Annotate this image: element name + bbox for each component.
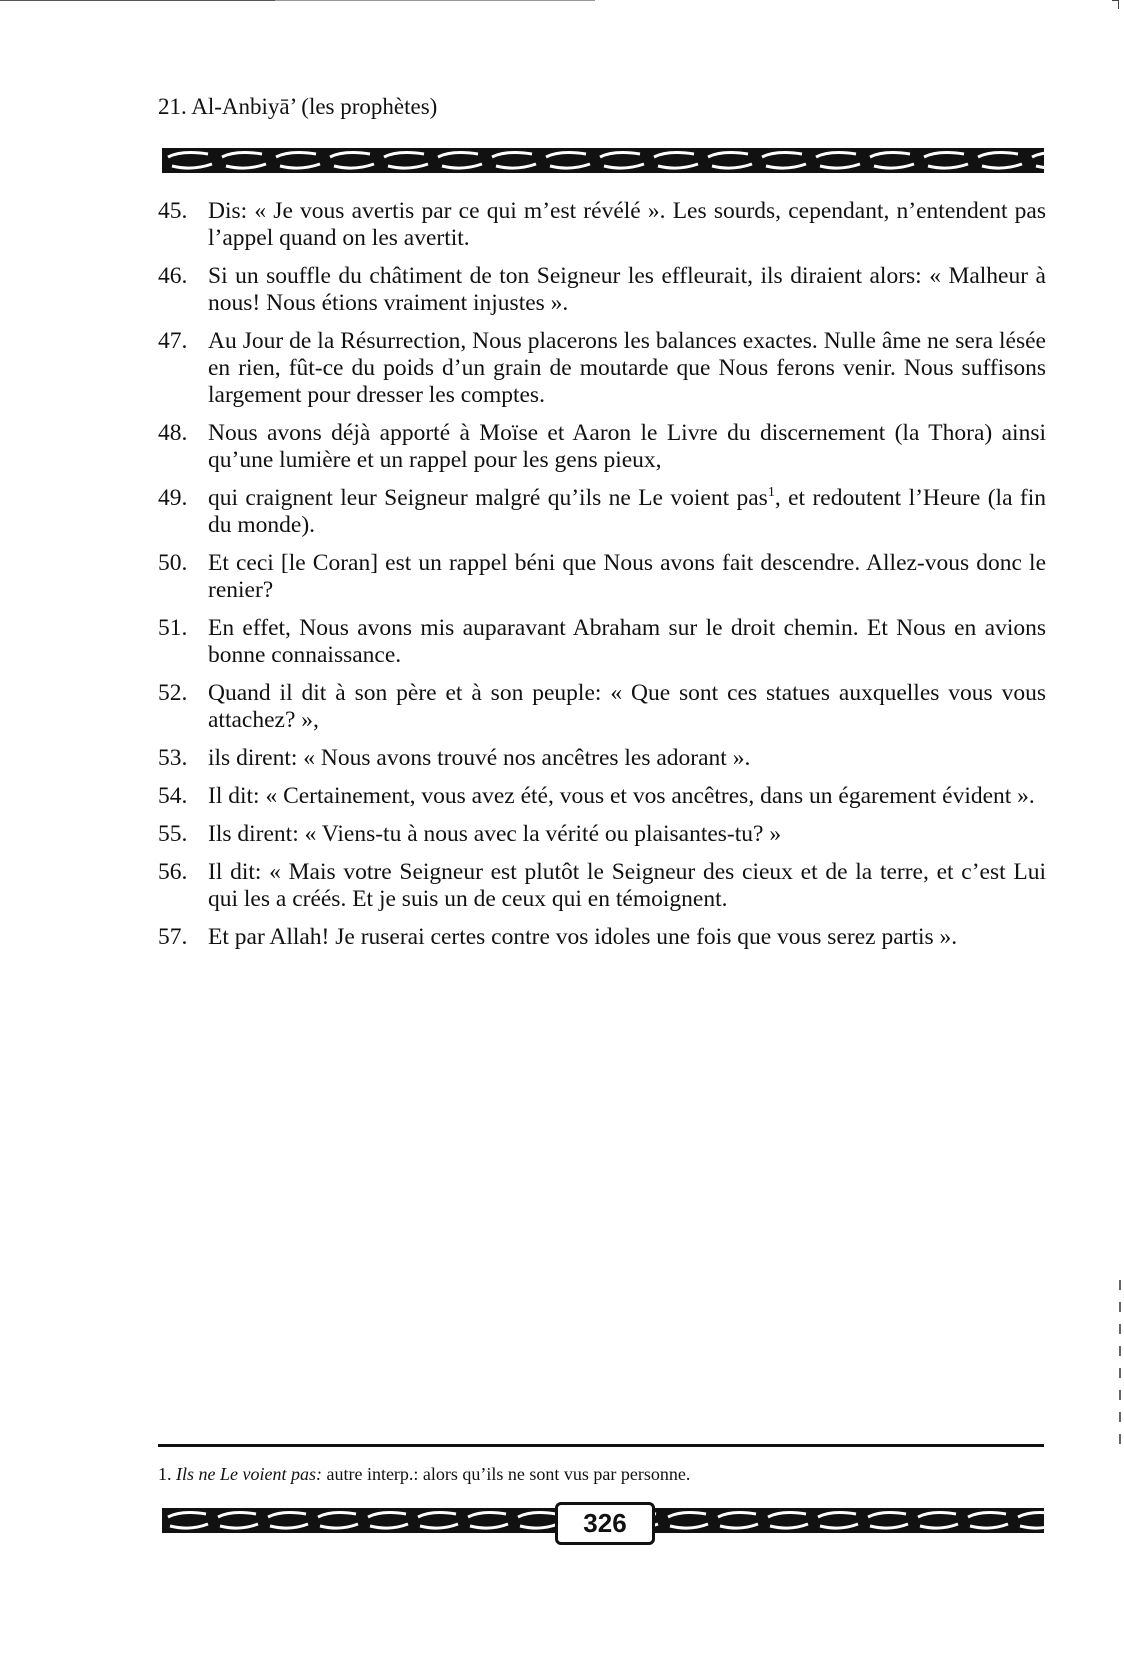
- verse-text: En effet, Nous avons mis auparavant Abraham sur le droit chemin. Et Nous en avions bonne connaissance.: [208, 615, 1046, 668]
- verse-text: Dis: « Je vous avertis par ce qui m’est révélé ». Les sourds, cependant, n’entendent pas l’appel quand on les avertit.: [208, 198, 1046, 251]
- verse-text-part: qui craignent leur Seigneur malgré qu’ils ne Le voient pas: [208, 485, 768, 511]
- page-number: 326: [555, 1502, 655, 1545]
- footnote-label: Ils ne Le voient pas:: [176, 1464, 322, 1484]
- verse-45: [158, 198, 1046, 252]
- scan-edge-line: [275, 0, 595, 1]
- scan-edge-marks: [1119, 1280, 1121, 1450]
- verse-text: Et par Allah! Je ruserai certes contre vos idoles une fois que vous serez partis ».: [208, 924, 958, 950]
- verse-55: [158, 821, 1046, 848]
- verse-text-part: , et redoutent l’Heure (la fin du monde).: [208, 485, 1047, 538]
- verse-text: Il dit: « Certainement, vous avez été, vous et vos ancêtres, dans un égarement évident ».: [208, 783, 1035, 809]
- top-ornament-band: [162, 148, 1044, 173]
- verse-54: [158, 783, 1046, 810]
- footnote-text: autre interp.: alors qu’ils ne sont vus par personne.: [326, 1464, 691, 1484]
- verse-text: Ils dirent: « Viens-tu à nous avec la vérité ou plaisantes-tu? »: [208, 821, 782, 847]
- verse-number: 50.: [158, 550, 188, 576]
- verse-46: [158, 263, 1046, 317]
- verse-text: Et ceci [le Coran] est un rappel béni que Nous avons fait descendre. Allez-vous donc le renier?: [208, 550, 1046, 603]
- verse-number: 56.: [158, 859, 188, 885]
- verse-number: 54.: [158, 783, 188, 809]
- verse-text: ils dirent: « Nous avons trouvé nos ancêtres les adorant ».: [208, 745, 751, 771]
- verse-number: 47.: [158, 328, 188, 354]
- verse-56: [158, 859, 1046, 913]
- verse-number: 49.: [158, 485, 188, 511]
- verse-number: 53.: [158, 745, 188, 771]
- scan-corner-mark: [1112, 0, 1119, 9]
- verse-number: 52.: [158, 680, 188, 706]
- verse-51: [158, 615, 1046, 669]
- footnote-divider: [158, 1444, 1044, 1447]
- chain-ornament-icon: [162, 148, 1044, 173]
- verse-text: Au Jour de la Résurrection, Nous placerons les balances exactes. Nulle âme ne sera lésée en rien, fût-ce du poids d’un grain de moutarde que Nous ferons venir. Nous suffisons largement pour dresser les comptes.: [208, 328, 1046, 408]
- verse-48: [158, 420, 1046, 474]
- verse-text: Il dit: « Mais votre Seigneur est plutôt le Seigneur des cieux et de la terre, et c’est Lui qui les a créés. Et je suis un de ceux qui en témoignent.: [208, 859, 1046, 912]
- running-head: 21. Al-Anbiyā’ (les prophètes): [158, 94, 438, 119]
- footnote: [158, 1464, 690, 1485]
- verse-49: [158, 485, 1046, 539]
- verse-47: [158, 328, 1046, 409]
- verse-number: 51.: [158, 615, 188, 641]
- footnote-number: 1.: [158, 1464, 172, 1484]
- verse-52: [158, 680, 1046, 734]
- verse-list: [158, 198, 1046, 962]
- verse-number: 57.: [158, 924, 188, 950]
- verse-53: [158, 745, 1046, 772]
- verse-text: Si un souffle du châtiment de ton Seigneur les effleurait, ils diraient alors: « Malheur à nous! Nous étions vraiment injustes ».: [208, 263, 1046, 316]
- verse-text: [208, 485, 1046, 539]
- verse-50: [158, 550, 1046, 604]
- verse-number: 48.: [158, 420, 188, 446]
- verse-number: 46.: [158, 263, 188, 289]
- footnote-reference: 1: [767, 485, 775, 501]
- verse-text: Quand il dit à son père et à son peuple: « Que sont ces statues auxquelles vous vous attachez? »,: [208, 680, 1046, 733]
- verse-number: 45.: [158, 198, 188, 224]
- verse-text: Nous avons déjà apporté à Moïse et Aaron le Livre du discernement (la Thora) ainsi qu’une lumière et un rappel pour les gens pieux,: [208, 420, 1046, 473]
- verse-number: 55.: [158, 821, 188, 847]
- verse-57: [158, 924, 1046, 951]
